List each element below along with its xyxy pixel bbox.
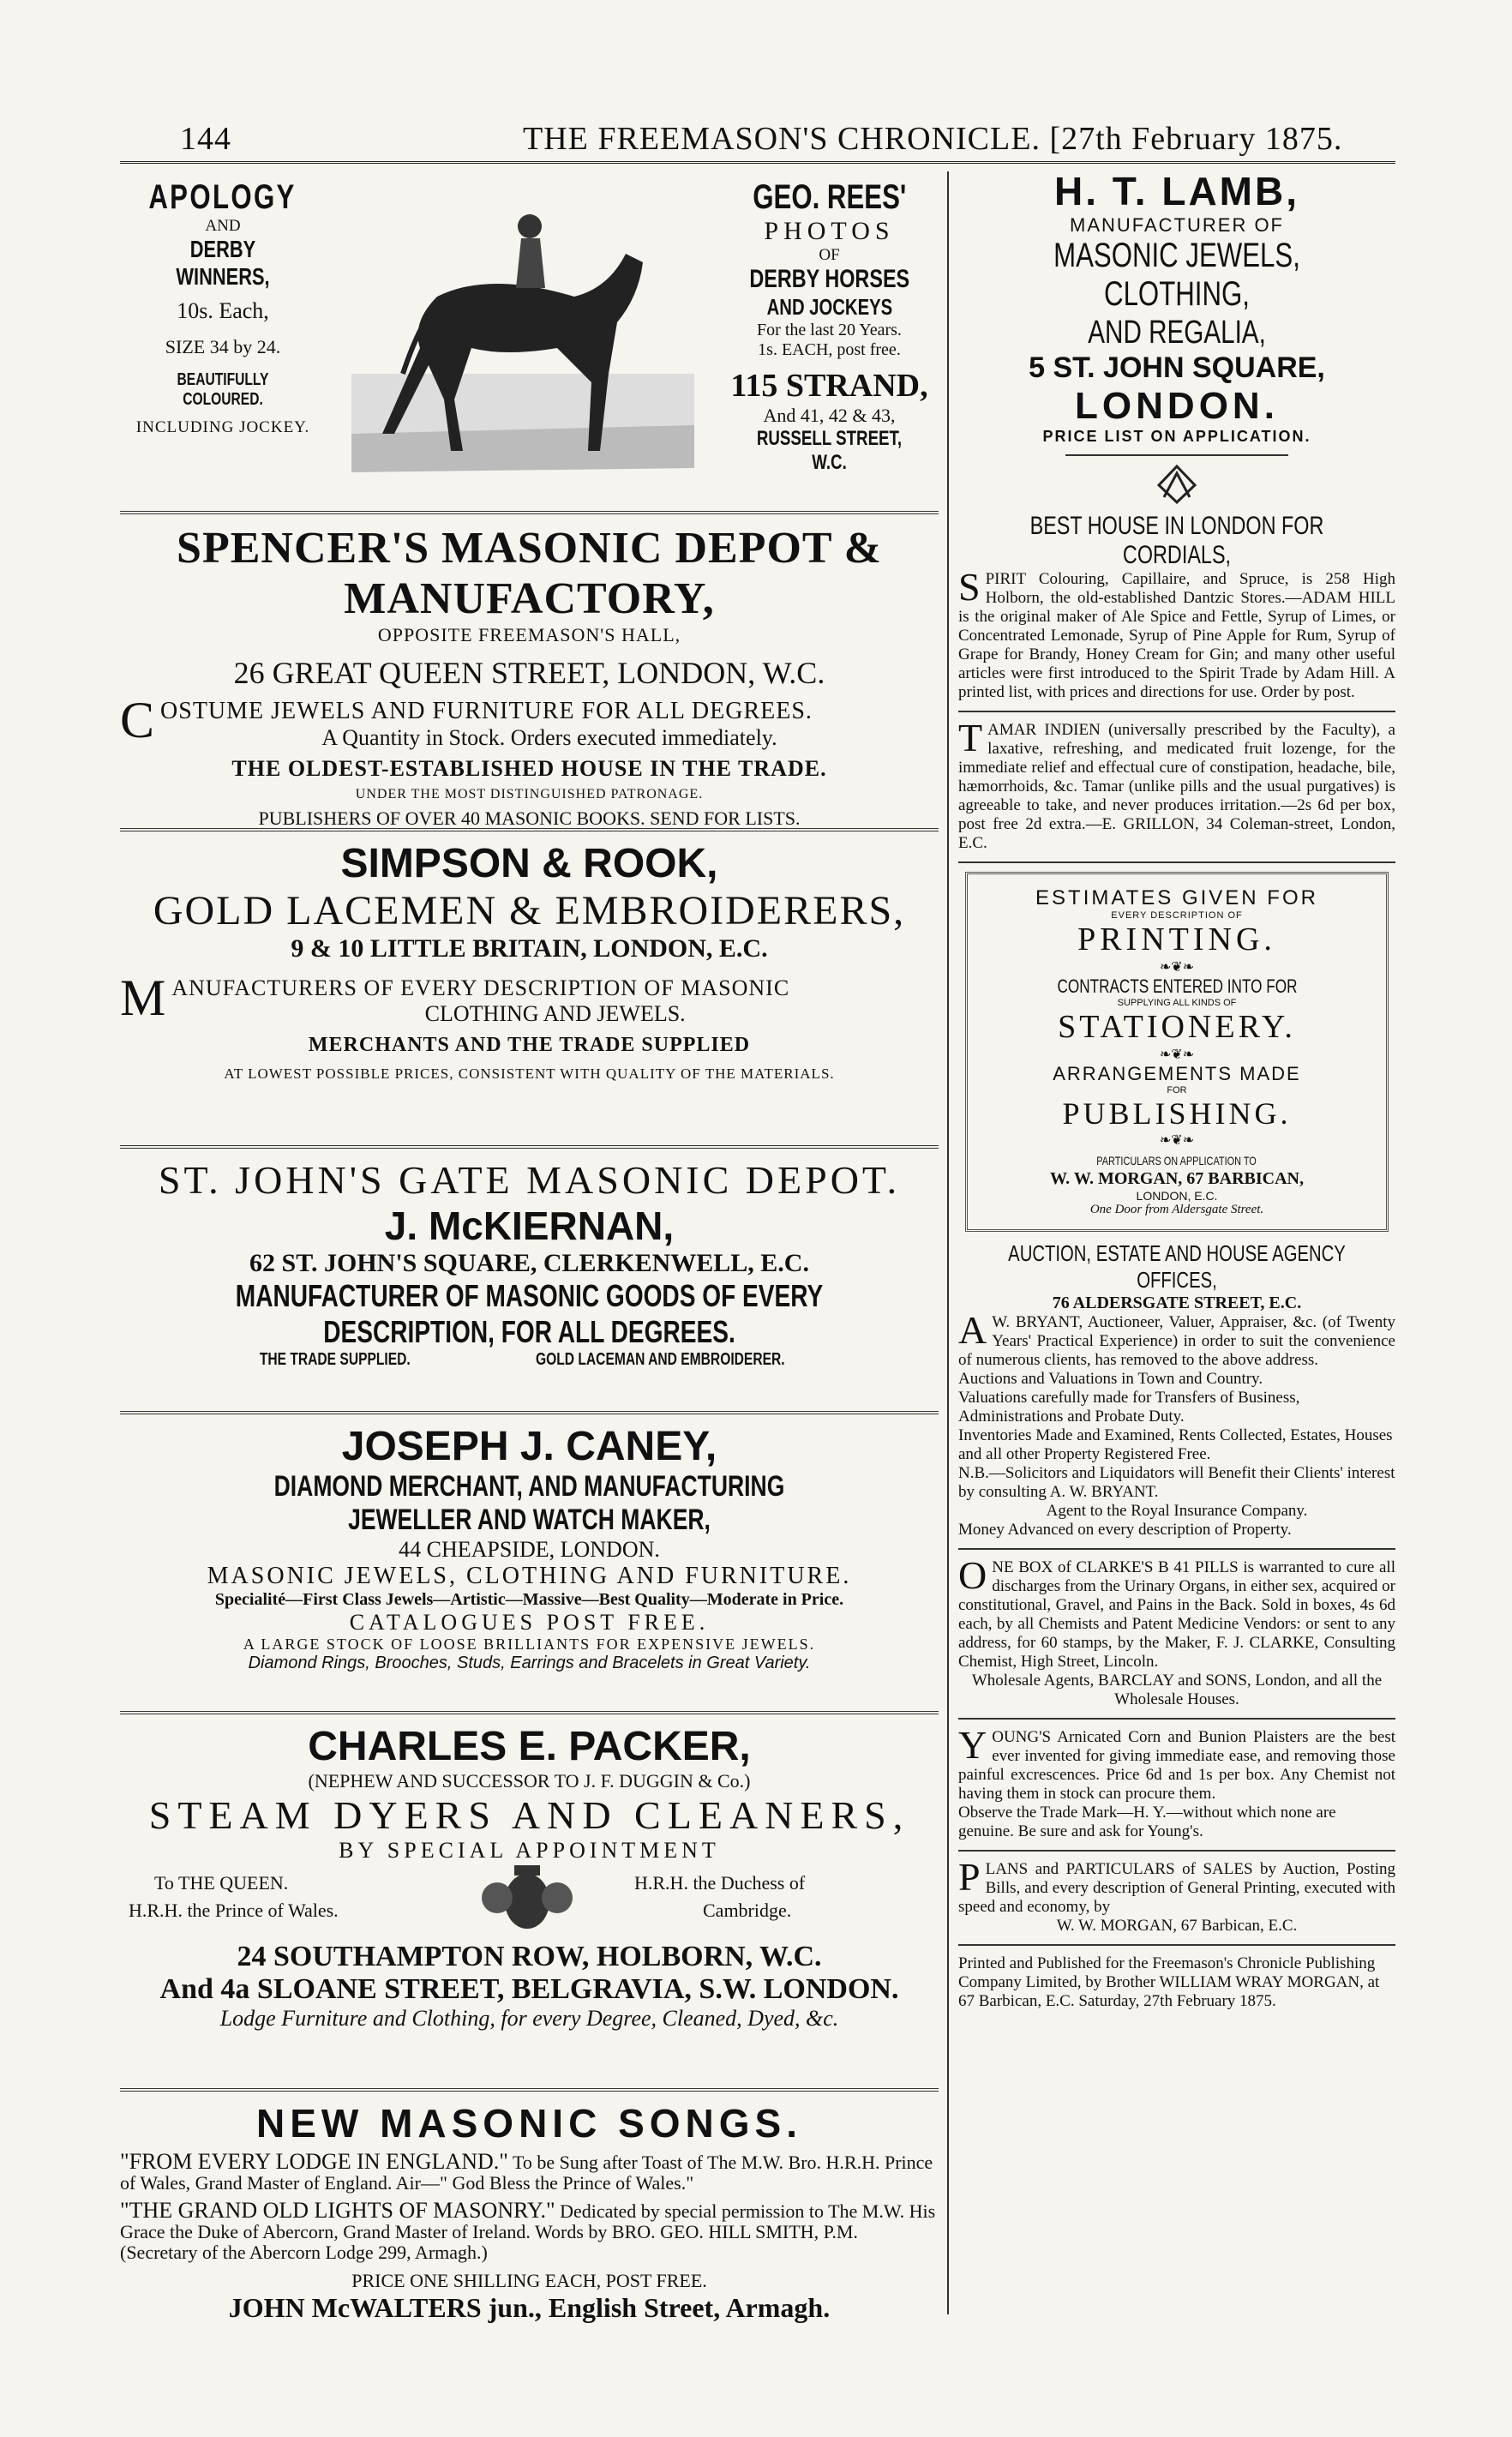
auction-advert — [958, 1240, 1395, 1540]
morgan-l4: CONTRACTS ENTERED INTO FOR — [1057, 975, 1297, 997]
packer-line1: STEAM DYERS AND CLEANERS, — [148, 1793, 910, 1837]
ornament-icon: ❧❦❧ — [1159, 1133, 1195, 1148]
masthead: THE FREEMASON'S CHRONICLE. [27th February 1875. — [523, 121, 1343, 157]
mckiernan-address: 62 ST. JOHN'S SQUARE, CLERKENWELL, E.C. — [249, 1249, 809, 1277]
packer-subtitle: (NEPHEW AND SUCCESSOR TO J. F. DUGGIN & Co.) — [308, 1770, 751, 1792]
morgan-l11: W. W. MORGAN, 67 BARBICAN, — [1050, 1169, 1304, 1188]
packer-left2: H.R.H. the Prince of Wales. — [129, 1900, 339, 1921]
lamb-l2: MASONIC JEWELS, CLOTHING, — [1053, 237, 1300, 313]
lamb-advert — [958, 168, 1395, 508]
derby-winners-heading: DERBY WINNERS, — [176, 236, 270, 290]
simpson-line2: CLOTHING AND JEWELS. — [424, 1001, 686, 1026]
morgan-l3: PRINTING. — [1077, 921, 1276, 957]
plans-text: LANS and PARTICULARS of SALES by Auction, Posting Bills, and every description of General Printing, executed with speed and economy, by — [958, 1860, 1395, 1916]
right-column — [958, 168, 1395, 2011]
horse-engraving — [334, 177, 703, 494]
packer-right2: Cambridge. — [703, 1900, 792, 1921]
page-header — [120, 120, 1395, 164]
size-label: SIZE 34 by 24. — [165, 336, 281, 357]
plans-advert — [958, 1855, 1395, 1936]
lamb-title: H. T. LAMB, — [1054, 169, 1299, 213]
jockey-label: INCLUDING JOCKEY. — [135, 418, 310, 436]
morgan-l7: ARRANGEMENTS MADE — [1053, 1063, 1301, 1084]
morgan-l8: FOR — [1167, 1085, 1187, 1095]
auction-p6: Agent to the Royal Insurance Company. — [1046, 1502, 1308, 1520]
auction-p7: Money Advanced on every description of Property. — [958, 1521, 1292, 1539]
spencer-body3: THE OLDEST-ESTABLISHED HOUSE IN THE TRADE. — [231, 756, 827, 781]
simpson-line1: ANUFACTURERS OF EVERY DESCRIPTION OF MASONIC — [171, 975, 790, 1000]
spencer-address: 26 GREAT QUEEN STREET, LONDON, W.C. — [233, 656, 825, 690]
simpson-dropcap: M — [120, 969, 167, 1026]
young-p2: Observe the Trade Mark—H. Y.—without which none are genuine. Be sure and ask for Young's. — [958, 1804, 1336, 1840]
mckiernan-laceman: GOLD LACEMAN AND EMBROIDERER. — [535, 1350, 785, 1369]
cordials-dropcap: S — [958, 565, 981, 609]
plans-p2: W. W. MORGAN, 67 Barbican, E.C. — [1056, 1917, 1298, 1935]
tamar-dropcap: T — [958, 716, 983, 759]
price-each: 10s. Each, — [177, 298, 269, 323]
auction-p4: Inventories Made and Examined, Rents Collected, Estates, Houses and all other Property Registered Free. — [958, 1426, 1393, 1463]
coloured-label: BEAUTIFULLY COLOURED. — [177, 370, 269, 409]
tamar-advert — [958, 716, 1395, 853]
auction-p3: Valuations carefully made for Transfers of Business, Administrations and Probate Duty. — [958, 1389, 1300, 1426]
spencer-body4: UNDER THE MOST DISTINGUISHED PATRONAGE. — [355, 787, 704, 801]
young-dropcap: Y — [958, 1723, 987, 1767]
songs-price: PRICE ONE SHILLING EACH, POST FREE. — [351, 2270, 707, 2291]
royal-appointment-row — [120, 1864, 939, 1941]
song-one — [120, 2149, 939, 2194]
auction-p5: N.B.—Solicitors and Liquidators will Benefit their Clients' interest by consulting A. W. BRYANT. — [958, 1464, 1395, 1501]
auction-title: AUCTION, ESTATE AND HOUSE AGENCY OFFICES, — [1008, 1240, 1346, 1293]
caney-advert — [120, 1402, 939, 1673]
young-text: OUNG'S Arnicated Corn and Bunion Plaisters are the best ever invented for giving immediate ease, and removing those painful excrescences. Price 6d and 1s per box. Any Chemist not having them in stock can procure them. — [958, 1728, 1395, 1803]
morgan-l12: LONDON, E.C. — [1136, 1189, 1218, 1203]
spencer-advert — [120, 502, 939, 830]
tamar-text: AMAR INDIEN (universally prescribed by the Faculty), a laxative, refreshing, and medicated fruit lozenge, for the immediate relief and effectual cure of constipation, headache, bile, hæmorrhoids, &c. Tamar (unlike pills and the usual purgatives) is agreeable to take, and never produces irritation.—2s 6d per box, post free 2d extra.—E. GRILLON, 34 Coleman-street, London, E.C. — [958, 721, 1395, 852]
packer-advert — [120, 1702, 939, 2032]
ornament-icon: ❧❦❧ — [1159, 960, 1195, 975]
packer-address2: And 4a SLOANE STREET, BELGRAVIA, S.W. LONDON. — [159, 1973, 899, 2005]
lamb-l6: PRICE LIST ON APPLICATION. — [1042, 428, 1311, 445]
years-label: For the last 20 Years. — [757, 321, 902, 339]
song-two-text: Dedicated by special permission to The M.W. His Grace the Duke of Abercorn, Grand Master of Ireland. Words by BRO. GEO. HILL SMITH, P.M. (Secretary of the Abercorn Lodge 299, Armagh.) — [120, 2200, 936, 2263]
spencer-dropcap: C — [120, 692, 156, 748]
derby-horses-heading: DERBY HORSES — [749, 265, 909, 293]
simpson-subtitle: GOLD LACEMEN & EMBROIDERERS, — [153, 888, 906, 933]
auction-dropcap: A — [958, 1308, 987, 1352]
apology-heading: APOLOGY — [148, 178, 297, 216]
rees-advert — [120, 177, 939, 494]
mckiernan-trade: THE TRADE SUPPLIED. — [260, 1350, 411, 1369]
morgan-l9: PUBLISHING. — [1062, 1096, 1292, 1131]
packer-right1: H.R.H. the Duchess of — [634, 1872, 806, 1894]
morgan-l6: STATIONERY. — [1058, 1009, 1296, 1045]
rees-numbers: And 41, 42 & 43, — [763, 405, 896, 426]
imprint-text: Printed and Published for the Freemason's Chronicle Publishing Company Limited, by Brother WILLIAM WRAY MORGAN, at 67 Barbican, E.C. Saturday, 27th February 1875. — [958, 1954, 1380, 2010]
mckiernan-name: J. McKIERNAN, — [384, 1203, 675, 1248]
songs-advert — [120, 2080, 939, 2324]
newspaper-page — [120, 120, 1395, 2400]
rees-street: RUSSELL STREET, W.C. — [756, 427, 903, 474]
clarke-text: NE BOX of CLARKE'S B 41 PILLS is warranted to cure all discharges from the Urinary Organs, in either sex, acquired or constitutional, Gravel, and Pains in the Back. Sold in boxes, 4s 6d each, by all Chemists and Patent Medicine Vendors: or sent to any address, for 60 stamps, by the Maker, F. J. CLARKE, Consulting Chemist, High Street, Lincoln. — [958, 1558, 1395, 1671]
rees-price: 1s. EACH, post free. — [758, 340, 901, 359]
morgan-l5: SUPPLYING ALL KINDS OF — [1117, 998, 1237, 1008]
morgan-l2: EVERY DESCRIPTION OF — [1111, 910, 1243, 921]
jockeys-heading: AND JOCKEYS — [766, 294, 892, 320]
song-two — [120, 2200, 939, 2263]
packer-line3: Lodge Furniture and Clothing, for every Degree, Cleaned, Dyed, &c. — [219, 2006, 839, 2031]
morgan-l13: One Door from Aldersgate Street. — [1089, 1203, 1264, 1216]
spencer-body1: OSTUME JEWELS AND FURNITURE FOR ALL DEGREES. — [160, 698, 813, 724]
cordials-title: BEST HOUSE IN LONDON FOR CORDIALS, — [1029, 512, 1324, 569]
column-divider — [947, 171, 949, 2314]
rees-name: GEO. REES' — [752, 178, 907, 216]
spencer-body5: PUBLISHERS OF OVER 40 MASONIC BOOKS. SEND FOR LISTS. — [258, 807, 801, 829]
caney-line2: Specialité—First Class Jewels—Artistic—Massive—Best Quality—Moderate in Price. — [214, 1590, 844, 1609]
packer-address1: 24 SOUTHAMPTON ROW, HOLBORN, W.C. — [237, 1941, 822, 1972]
lamb-l5: LONDON. — [1075, 385, 1279, 427]
morgan-l1: ESTIMATES GIVEN FOR — [1035, 886, 1318, 909]
clarke-advert — [958, 1553, 1395, 1709]
caney-line5: Diamond Rings, Brooches, Studs, Earrings and Bracelets in Great Variety. — [248, 1654, 811, 1672]
auction-address: 76 ALDERSGATE STREET, E.C. — [1052, 1294, 1302, 1312]
packer-left1: To THE QUEEN. — [154, 1872, 289, 1894]
of-label: OF — [819, 246, 840, 264]
ornament-icon: ❧❦❧ — [1159, 1047, 1195, 1062]
auction-text: W. BRYANT, Auctioneer, Valuer, Appraiser, &c. (of Twenty Years' Practical Experience) in order to suit the convenience of numerous clients, has removed to the above address. — [958, 1313, 1395, 1369]
songs-title: NEW MASONIC SONGS. — [255, 2101, 803, 2146]
packer-title: CHARLES E. PACKER, — [308, 1724, 751, 1769]
caney-line1: MASONIC JEWELS, CLOTHING AND FURNITURE. — [207, 1563, 852, 1589]
mckiernan-advert — [120, 1137, 939, 1370]
simpson-advert — [120, 819, 939, 1083]
packer-line2: BY SPECIAL APPOINTMENT — [339, 1838, 720, 1863]
songs-publisher: JOHN McWALTERS jun., English Street, Armagh. — [228, 2292, 831, 2323]
auction-p2: Auctions and Valuations in Town and Country. — [958, 1370, 1263, 1388]
morgan-l10: PARTICULARS ON APPLICATION TO — [1096, 1154, 1257, 1167]
mckiernan-title: ST. JOHN'S GATE MASONIC DEPOT. — [158, 1158, 901, 1202]
photos-heading: PHOTOS — [764, 217, 895, 245]
and-label: AND — [205, 217, 241, 235]
plans-dropcap: P — [958, 1855, 981, 1899]
mckiernan-line1: MANUFACTURER OF MASONIC GOODS OF EVERY DESCRIPTION, FOR ALL DEGREES. — [235, 1278, 824, 1349]
caney-title: JOSEPH J. CANEY, — [341, 1424, 717, 1469]
cordials-advert — [958, 512, 1395, 702]
spencer-body2: A Quantity in Stock. Orders executed immediately. — [321, 725, 777, 750]
lamb-l4: 5 ST. JOHN SQUARE, — [1029, 351, 1325, 384]
lamb-l1: MANUFACTURER OF — [1070, 214, 1284, 236]
simpson-title: SIMPSON & ROOK, — [340, 841, 718, 886]
song-one-title: "FROM EVERY LODGE IN ENGLAND." — [120, 2149, 508, 2174]
caney-address: 44 CHEAPSIDE, LONDON. — [399, 1537, 660, 1562]
caney-subtitle: DIAMOND MERCHANT, AND MANUFACTURING JEWELLER AND WATCH MAKER, — [273, 1470, 785, 1536]
royal-arms-icon — [471, 1864, 583, 1941]
lamb-l3: AND REGALIA, — [1088, 315, 1266, 351]
simpson-line4: AT LOWEST POSSIBLE PRICES, CONSISTENT WITH QUALITY OF THE MATERIALS. — [224, 1065, 835, 1082]
morgan-printing-box — [965, 872, 1389, 1232]
caney-line4: A LARGE STOCK OF LOOSE BRILLIANTS FOR EXPENSIVE JEWELS. — [243, 1636, 816, 1653]
young-advert — [958, 1723, 1395, 1841]
page-number: 144 — [180, 121, 231, 157]
imprint — [958, 1954, 1395, 2011]
masonic-emblem-icon — [958, 465, 1395, 508]
cordials-text: PIRIT Colouring, Capillaire, and Spruce, is 258 High Holborn, the old-established Dantzic Stores.—ADAM HILL is the original maker of Ale Spice and Fettle, Syrup of Limes, or Concentrated Lemonade, Syrup of Pine Apple for Rum, Syrup of Grape for Brandy, Honey Cream for Gin; and many other useful articles were first introduced to the Spirit Trade by Adam Hill. A printed list, with prices and directions for use. Order by post. — [958, 570, 1395, 701]
rees-strand: 115 STRAND, — [730, 368, 928, 404]
clarke-dropcap: O — [958, 1553, 987, 1597]
song-two-title: "THE GRAND OLD LIGHTS OF MASONRY." — [120, 2198, 555, 2223]
simpson-line3: MERCHANTS AND THE TRADE SUPPLIED — [308, 1034, 751, 1056]
spencer-title: SPENCER'S MASONIC DEPOT & MANUFACTORY, — [177, 524, 882, 623]
simpson-address: 9 & 10 LITTLE BRITAIN, LONDON, E.C. — [291, 934, 768, 963]
spencer-subtitle: OPPOSITE FREEMASON'S HALL, — [377, 624, 681, 645]
caney-line3: CATALOGUES POST FREE. — [349, 1610, 710, 1635]
clarke-p2: Wholesale Agents, BARCLAY and SONS, London, and all the Wholesale Houses. — [971, 1672, 1383, 1708]
song-one-text: To be Sung after Toast of The M.W. Bro. H.R.H. Prince of Wales, Grand Master of England. Air—" God Bless the Prince of Wales." — [120, 2152, 933, 2194]
